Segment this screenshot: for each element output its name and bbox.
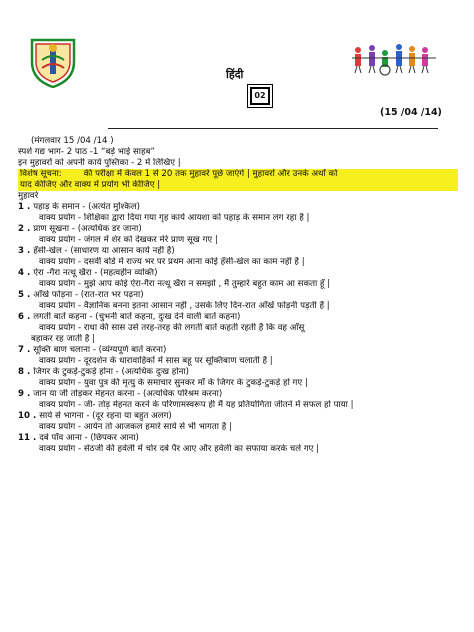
idiom-text: पहाड़ के समान - (अत्यंत मुश्किल) — [33, 202, 141, 212]
idiom-number: 2 . — [18, 224, 34, 234]
notice-line-2: याद कीजिए और वाक्य में प्रयोग भी कीजिए | — [18, 180, 458, 191]
notice-line-1 — [18, 169, 458, 180]
idiom-number: 1 . — [18, 202, 34, 212]
idiom-number: 3 . — [18, 246, 34, 256]
idiom-heading — [18, 202, 458, 213]
divider-line — [108, 128, 438, 129]
idiom-list — [18, 202, 458, 455]
children-illustration — [348, 40, 440, 76]
idiom-heading — [18, 345, 458, 356]
idiom-heading — [18, 268, 458, 279]
idiom-heading — [18, 433, 458, 444]
idiom-usage: वाक्य प्रयोग - सेठजी की हवेली में चोर दबे पैर आए और हवेली का सफाया करके चले गए | — [39, 444, 320, 454]
idiom-usage: वाक्य प्रयोग - दसवीं बोर्ड में राज्य भर पर प्रथम आना कोई हँसी-खेल का काम नहीं है | — [39, 257, 305, 267]
idiom-usage: वाक्य प्रयोग - युवा पुत्र की मृत्यु के समाचार सुनकर माँ के जिगर के टुकड़े-टुकड़े हो गए | — [39, 378, 308, 388]
idiom-number: 5 . — [18, 290, 34, 300]
idiom-heading — [18, 290, 458, 301]
idiom-number: 6 . — [18, 312, 34, 322]
idiom-number: 8 . — [18, 367, 34, 377]
idiom-text: ऐरा -गैरा नत्थू खैरा - (महत्वहीन व्यक्ति) — [33, 268, 158, 278]
idiom-number: 9 . — [18, 389, 34, 399]
lesson-number-box: 02 — [250, 87, 270, 105]
day-date: (मंगलवार 15 /04 /14 ) — [31, 136, 114, 146]
idiom-text: लगती बातें कहना - (चुभनी बातें कहना, दुःख देने वाली बातें कहना) — [33, 312, 241, 322]
idiom-usage: वाक्य प्रयोग - आर्यन तो आजकल हमारे साये से भी भागता है | — [39, 422, 232, 432]
school-crest-logo — [30, 36, 76, 88]
idiom-heading — [18, 246, 458, 257]
section-title: मुहावरे — [18, 191, 39, 201]
idiom-heading — [18, 411, 458, 422]
idiom-text: जिगर के टुकड़े-टुकड़े होना - (अत्यधिक दुःख होना) — [33, 367, 189, 377]
idiom-usage: वाक्य प्रयोग - जंगल में शेर को देखकर मेरे प्राण सूख गए | — [39, 235, 218, 245]
idiom-text: प्राण सूखना - (अत्यधिक डर जाना) — [33, 224, 142, 234]
idiom-heading — [18, 312, 458, 323]
idiom-text: हँसी-खेल - (साधारण या आसान कार्य नहीं है) — [33, 246, 175, 256]
idiom-usage: वाक्य प्रयोग - शिक्षिका द्वारा दिया गया गृह कार्य आयशा को पहाड़ के समान लग रहा है | — [39, 213, 310, 223]
header-date: (15 /04 /14) — [380, 107, 442, 118]
instruction-line: इन मुहावरों को अपनी कार्य पुस्तिका - 2 में लिखिए | — [18, 158, 181, 168]
subject-title: हिंदी — [226, 68, 244, 81]
idiom-text: आँखे फोड़ना - (रात-रात भर पढ़ना) — [33, 290, 144, 300]
idiom-text: दबे पाँव आना - (छिपकर आना) — [39, 433, 139, 443]
worksheet-content — [18, 136, 458, 455]
idiom-text: सूक्ति बाण चलाना - (व्यंग्यपूर्ण बातें करना) — [33, 345, 167, 355]
idiom-heading — [18, 224, 458, 235]
idiom-usage: वाक्य प्रयोग - मुझे आप कोई ऐरा-गैरा नत्थू खैरा न समझो , मैं तुम्हारे बहुत काम आ सकता हूँ | — [39, 279, 331, 289]
lesson-line: स्पर्श गद्य भाग- 2 पाठ -1 “बड़े भाई साहब” — [18, 147, 155, 157]
idiom-number: 10 . — [18, 411, 40, 421]
idiom-usage: वाक्य प्रयोग - वैज्ञानिक बनना इतना आसान नहीं , उसके लिए दिन-रात आँखें फोड़नी पड़ती हैं | — [39, 301, 330, 311]
idiom-number: 7 . — [18, 345, 34, 355]
idiom-usage: वाक्य प्रयोग - जी- तोड़ मेहनत करने के परिणामस्वरूप ही मैं यह प्रतियोगिता जीतने में सफल हो पाया | — [39, 400, 354, 410]
idiom-usage: वाक्य प्रयोग - राधा की सास उसे तरह-तरह की लगती बातें कहती रहती है कि वह आँसू — [39, 323, 305, 333]
notice-text-1: की परीक्षा में केवल 1 से 20 तक मुहावरे पूछे जाएंगे | मुहावरों और उनके अर्थों को — [83, 169, 338, 179]
idiom-heading — [18, 389, 458, 400]
idiom-usage: वाक्य प्रयोग - दूरदर्शन के धारावाहिकों में सास बहू पर सूक्तिबाण चलाती है | — [39, 356, 273, 366]
notice-label: विशेष सूचना: — [20, 169, 62, 179]
idiom-number: 4 . — [18, 268, 34, 278]
idiom-text: जान या जी तोड़कर मेहनत करना - (अत्यधिक परिश्रम करना) — [33, 389, 223, 399]
idiom-text: साये से भागना - (दूर रहना या बहुत अलग) — [39, 411, 172, 421]
idiom-usage: बहाकर रह जाती है | — [31, 334, 96, 344]
idiom-heading — [18, 367, 458, 378]
idiom-number: 11 . — [18, 433, 40, 443]
